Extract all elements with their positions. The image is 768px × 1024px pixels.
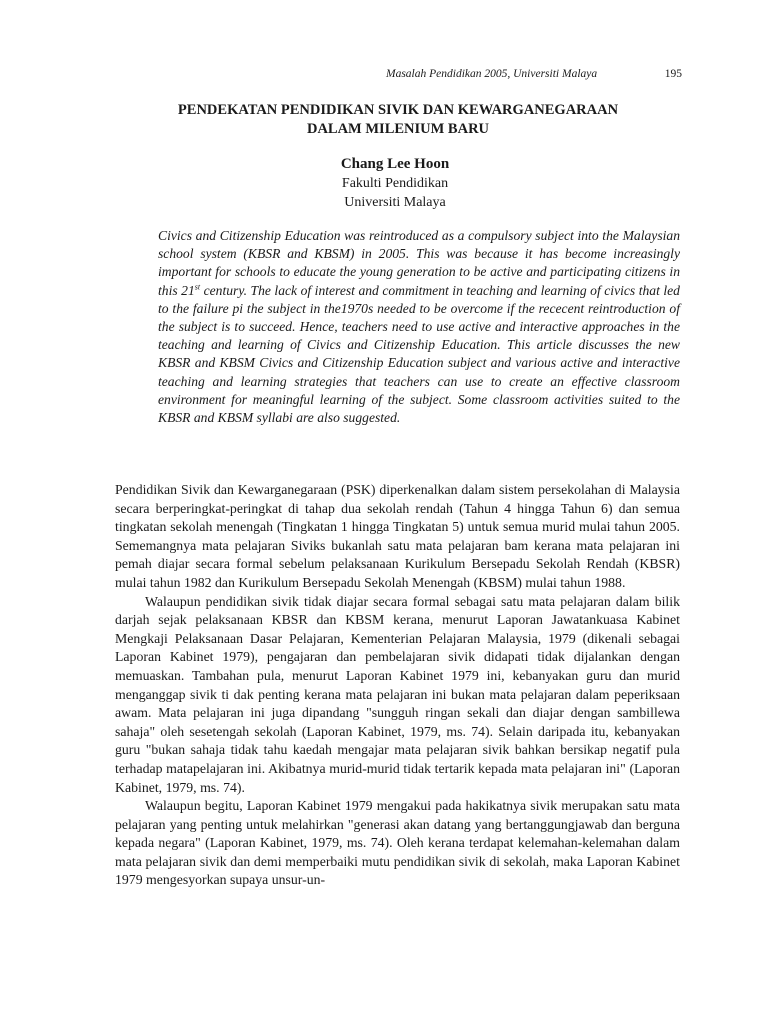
page-number: 195 — [664, 68, 682, 80]
paragraph: Walaupun pendidikan sivik tidak diajar secara formal sebagai satu mata pelajaran dalam bilik darjah sejak pelaksanaan KBSR dan KBSM kerana, menurut Laporan Jawatankuasa Kabinet Mengkaji Pelaksanaan Dasar Pelajaran, Kementerian Pelajaran Malaysia, 1979 (dikenali sebagai Laporan Kabinet 1979), pengajaran dan pembelajaran sivik didapati tidak dijalankan dengan memuaskan. Tambahan pula, menurut Laporan Kabinet 1979 ini, kebanyakan guru dan murid menganggap sivik ti dak penting kerana mata pelajaran ini bukan mata pelajaran dalam peperiksaan awam. Mata pelajaran ini juga dipandang "sungguh ringan sekali dan diajar dengan sambillewa sahaja" oleh sesetengah sekolah (Laporan Kabinet, 1979, ms. 74). Selain daripada itu, kebanyakan guru "bukan sahaja tidak tahu kaedah mengajar mata pelajaran sivik bahkan bersikap negatif pula terhadap matapelajaran ini. Akibatnya murid-murid tidak tertarik kepada mata pelajaran ini" (Laporan Kabinet, 1979, ms. 74). — [115, 593, 680, 795]
journal-name: Masalah Pendidikan 2005, Universiti Malaya — [386, 68, 598, 80]
paragraph: Walaupun begitu, Laporan Kabinet 1979 mengakui pada hakikatnya sivik merupakan satu mata pelajaran yang penting untuk melahirkan "generasi akan datang yang bertanggungjawab dan berguna kepada negara" (Laporan Kabinet, 1979, ms. 74). Oleh kerana terdapat kelemahan-kelemahan dalam mata pelajaran sivik dan demi memperbaiki mutu pendidikan sivik di sekolah, maka Laporan Kabinet 1979 mengesyorkan supaya unsur-un- — [115, 798, 680, 888]
author-name: Chang Lee Hoon — [340, 156, 450, 172]
author-block — [240, 155, 550, 212]
title-line-2: DALAM MILENIUM BARU — [306, 121, 490, 137]
body-text — [115, 481, 680, 890]
paragraph: Pendidikan Sivik dan Kewarganegaraan (PSK) diperkenalkan dalam sistem persekolahan di Malaysia secara berperingkat-peringkat di tahap dua sekolah rendah (Tahun 4 hingga Tahun 6) dan semua tingkatan sekolah menengah (Tingkatan 1 hingga Tingkatan 5) untuk semua murid mulai tahun 2005. Sememangnya mata pelajaran Siviks bukanlah satu mata pelajaran bam kerana mata pelajaran ini pemah diajar secara formal sebelum pelaksanaan Kurikulum Bersepadu Sekolah Rendah (KBSR) mulai tahun 1982 dan Kurikulum Bersepadu Sekolah Menengah (KBSM) mulai tahun 1988. — [115, 482, 680, 590]
author-university: Universiti Malaya — [344, 195, 446, 210]
abstract — [158, 227, 680, 427]
running-header — [386, 68, 682, 80]
title-line-1: PENDEKATAN PENDIDIKAN SIVIK DAN KEWARGANEGARAAN — [177, 102, 619, 118]
abstract-superscript: st — [194, 282, 201, 292]
author-faculty: Fakulti Pendidikan — [341, 176, 449, 191]
abstract-text-2: century. The lack of interest and commitment in teaching and learning of civics that led to the failure pi the subject in the1970s needed to be overcome if the rececent reintroduction of the subject is to succeed. Hence, teachers need to use active and interactive approaches in the teaching and learning of Civics and Citizenship Education. This article discusses the new KBSR and KBSM Civics and Citizenship Education subject and various active and interactive teaching and learning strategies that teachers can use to create an effective classroom environment for meaningful learning of the subject. Some classroom activities suited to the KBSR and KBSM syllabi are also suggested. — [158, 282, 680, 426]
paper-title — [100, 101, 696, 139]
abstract-text-1: Civics and Citizenship Education was reintroduced as a compulsory subject into the Malaysian school system (KBSR and KBSM) in 2005. This was because it has become increasingly important for schools to educate the young generation to be active and participating citizens in this 21 — [158, 228, 680, 298]
